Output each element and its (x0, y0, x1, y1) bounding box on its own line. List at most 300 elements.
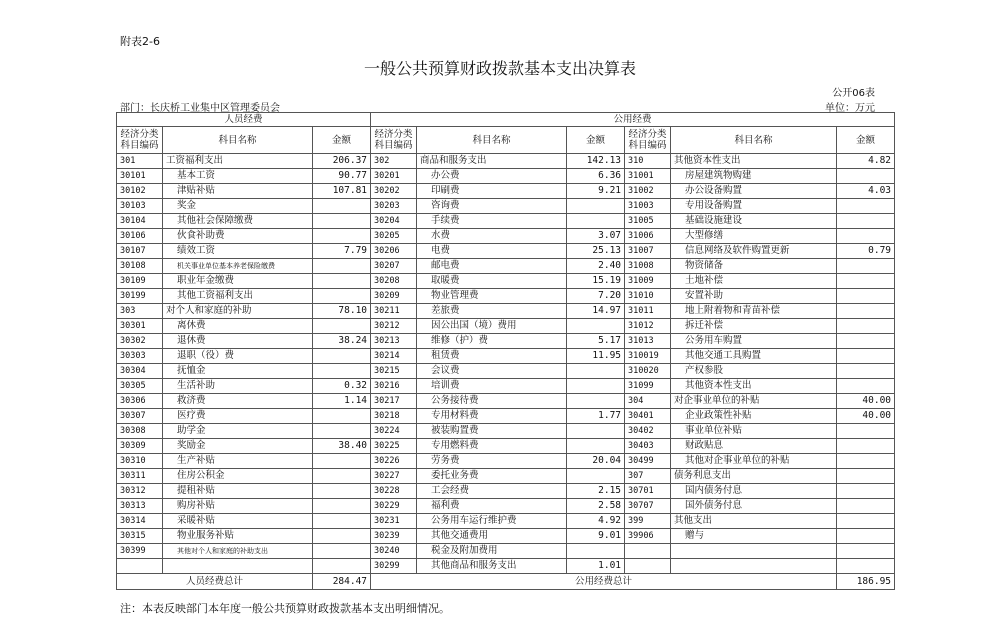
table-row (117, 544, 895, 559)
code-cell: 30227 (371, 469, 417, 484)
amount-cell (837, 514, 895, 529)
code-cell: 302 (371, 154, 417, 169)
amount-cell: 1.14 (313, 394, 371, 409)
code-cell: 30207 (371, 259, 417, 274)
section-personnel: 人员经费 (117, 113, 371, 127)
amount-cell (837, 424, 895, 439)
code-cell: 30239 (371, 529, 417, 544)
amount-cell (837, 469, 895, 484)
name-cell: 大型修缮 (671, 229, 837, 244)
code-cell: 30215 (371, 364, 417, 379)
code-cell: 31009 (625, 274, 671, 289)
code-cell: 30309 (117, 439, 163, 454)
amount-cell (567, 544, 625, 559)
code-cell (625, 559, 671, 574)
amount-cell: 1.77 (567, 409, 625, 424)
name-cell: 水费 (417, 229, 567, 244)
name-cell: 邮电费 (417, 259, 567, 274)
code-cell: 30103 (117, 199, 163, 214)
code-cell: 30205 (371, 229, 417, 244)
name-cell: 委托业务费 (417, 469, 567, 484)
name-cell: 产权参股 (671, 364, 837, 379)
code-cell: 30218 (371, 409, 417, 424)
code-cell: 30106 (117, 229, 163, 244)
name-cell: 提租补贴 (163, 484, 313, 499)
code-cell: 30224 (371, 424, 417, 439)
name-cell: 其他对企事业单位的补贴 (671, 454, 837, 469)
table-row (117, 379, 895, 394)
table-row (117, 244, 895, 259)
name-cell: 专用设备购置 (671, 199, 837, 214)
header-name: 科目名称 (163, 127, 313, 154)
table-row (117, 289, 895, 304)
code-cell: 30199 (117, 289, 163, 304)
code-cell: 30707 (625, 499, 671, 514)
amount-cell (313, 559, 371, 574)
amount-cell (837, 214, 895, 229)
code-cell: 30225 (371, 439, 417, 454)
table-row (117, 214, 895, 229)
name-cell: 其他社会保障缴费 (163, 214, 313, 229)
amount-cell (837, 379, 895, 394)
table-row (117, 259, 895, 274)
code-cell: 399 (625, 514, 671, 529)
code-cell: 30231 (371, 514, 417, 529)
code-cell: 310020 (625, 364, 671, 379)
name-cell: 事业单位补贴 (671, 424, 837, 439)
code-cell: 30402 (625, 424, 671, 439)
name-cell: 专用燃料费 (417, 439, 567, 454)
code-cell: 303 (117, 304, 163, 319)
amount-cell: 14.97 (567, 304, 625, 319)
name-cell: 工会经费 (417, 484, 567, 499)
code-cell: 31003 (625, 199, 671, 214)
code-cell: 30229 (371, 499, 417, 514)
name-cell (163, 559, 313, 574)
amount-cell: 142.13 (567, 154, 625, 169)
name-cell: 债务利息支出 (671, 469, 837, 484)
name-cell: 印刷费 (417, 184, 567, 199)
amount-cell (837, 229, 895, 244)
amount-cell (837, 199, 895, 214)
amount-cell: 38.40 (313, 439, 371, 454)
table-row (117, 394, 895, 409)
amount-cell (567, 469, 625, 484)
name-cell: 劳务费 (417, 454, 567, 469)
amount-cell (837, 559, 895, 574)
amount-cell (837, 169, 895, 184)
code-cell: 31013 (625, 334, 671, 349)
table-row (117, 199, 895, 214)
code-cell: 31011 (625, 304, 671, 319)
footnote: 注：本表反映部门本年度一般公共预算财政拨款基本支出明细情况。 (120, 602, 450, 615)
code-cell: 30228 (371, 484, 417, 499)
amount-cell: 1.01 (567, 559, 625, 574)
appendix-label: 附表2-6 (120, 35, 160, 48)
code-cell: 30211 (371, 304, 417, 319)
amount-cell (837, 544, 895, 559)
name-cell: 生产补贴 (163, 454, 313, 469)
public-total-label: 公用经费总计 (371, 574, 837, 590)
code-cell: 31007 (625, 244, 671, 259)
code-cell: 30108 (117, 259, 163, 274)
name-cell: 其他对个人和家庭的补助支出 (163, 544, 313, 559)
name-cell: 福利费 (417, 499, 567, 514)
amount-cell (313, 274, 371, 289)
name-cell: 抚恤金 (163, 364, 313, 379)
code-cell: 30213 (371, 334, 417, 349)
amount-cell: 2.15 (567, 484, 625, 499)
personnel-total-label: 人员经费总计 (117, 574, 313, 590)
name-cell: 采暖补贴 (163, 514, 313, 529)
amount-cell (313, 214, 371, 229)
name-cell: 国内债务付息 (671, 484, 837, 499)
code-cell: 30303 (117, 349, 163, 364)
amount-cell (567, 214, 625, 229)
name-cell: 咨询费 (417, 199, 567, 214)
amount-cell: 0.79 (837, 244, 895, 259)
code-cell: 31008 (625, 259, 671, 274)
name-cell: 奖励金 (163, 439, 313, 454)
code-cell: 30302 (117, 334, 163, 349)
amount-cell: 9.01 (567, 529, 625, 544)
table-row (117, 439, 895, 454)
amount-cell (313, 259, 371, 274)
department-label: 部门：长庆桥工业集中区管理委员会 (120, 103, 280, 114)
amount-cell: 5.17 (567, 334, 625, 349)
code-cell: 30204 (371, 214, 417, 229)
amount-cell: 4.82 (837, 154, 895, 169)
amount-cell (313, 484, 371, 499)
name-cell: 电费 (417, 244, 567, 259)
code-cell: 30403 (625, 439, 671, 454)
name-cell: 奖金 (163, 199, 313, 214)
name-cell: 生活补助 (163, 379, 313, 394)
table-row (117, 499, 895, 514)
amount-cell: 38.24 (313, 334, 371, 349)
code-cell: 307 (625, 469, 671, 484)
name-cell: 商品和服务支出 (417, 154, 567, 169)
name-cell: 拆迁补偿 (671, 319, 837, 334)
table-row (117, 349, 895, 364)
name-cell: 助学金 (163, 424, 313, 439)
amount-cell (313, 199, 371, 214)
name-cell: 公务用车购置 (671, 334, 837, 349)
code-cell: 30305 (117, 379, 163, 394)
table-row (117, 154, 895, 169)
amount-cell: 7.20 (567, 289, 625, 304)
name-cell: 租赁费 (417, 349, 567, 364)
code-cell: 30202 (371, 184, 417, 199)
code-cell: 39906 (625, 529, 671, 544)
name-cell: 津贴补贴 (163, 184, 313, 199)
amount-cell (837, 529, 895, 544)
amount-cell (837, 259, 895, 274)
amount-cell (313, 409, 371, 424)
name-cell: 手续费 (417, 214, 567, 229)
amount-cell: 78.10 (313, 304, 371, 319)
code-cell: 310 (625, 154, 671, 169)
amount-cell: 15.19 (567, 274, 625, 289)
amount-cell (837, 289, 895, 304)
amount-cell: 90.77 (313, 169, 371, 184)
code-cell: 304 (625, 394, 671, 409)
amount-cell (567, 379, 625, 394)
amount-cell: 20.04 (567, 454, 625, 469)
code-cell: 30312 (117, 484, 163, 499)
amount-cell (837, 499, 895, 514)
amount-cell (837, 319, 895, 334)
name-cell: 房屋建筑物购建 (671, 169, 837, 184)
code-cell: 30216 (371, 379, 417, 394)
code-cell: 30201 (371, 169, 417, 184)
code-cell: 30301 (117, 319, 163, 334)
page-title: 一般公共预算财政拨款基本支出决算表 (363, 59, 636, 78)
amount-cell (313, 454, 371, 469)
code-cell: 30304 (117, 364, 163, 379)
name-cell: 基础设施建设 (671, 214, 837, 229)
amount-cell (313, 319, 371, 334)
table-row (117, 424, 895, 439)
table-row (117, 454, 895, 469)
table-row (117, 304, 895, 319)
code-cell: 30240 (371, 544, 417, 559)
amount-cell: 107.81 (313, 184, 371, 199)
code-cell: 30226 (371, 454, 417, 469)
name-cell: 职业年金缴费 (163, 274, 313, 289)
name-cell: 赠与 (671, 529, 837, 544)
name-cell: 因公出国（境）费用 (417, 319, 567, 334)
name-cell: 救济费 (163, 394, 313, 409)
code-cell: 30299 (371, 559, 417, 574)
amount-cell: 3.07 (567, 229, 625, 244)
name-cell: 地上附着物和青苗补偿 (671, 304, 837, 319)
amount-cell (567, 364, 625, 379)
amount-cell (313, 364, 371, 379)
amount-cell: 206.37 (313, 154, 371, 169)
name-cell: 其他资本性支出 (671, 154, 837, 169)
name-cell: 安置补助 (671, 289, 837, 304)
name-cell: 土地补偿 (671, 274, 837, 289)
amount-cell (837, 364, 895, 379)
amount-cell (313, 544, 371, 559)
name-cell: 对个人和家庭的补助 (163, 304, 313, 319)
name-cell: 机关事业单位基本养老保险缴费 (163, 259, 313, 274)
name-cell: 伙食补助费 (163, 229, 313, 244)
table-row (117, 484, 895, 499)
header-amount: 金额 (313, 127, 371, 154)
header-name: 科目名称 (671, 127, 837, 154)
code-cell: 310019 (625, 349, 671, 364)
amount-cell: 7.79 (313, 244, 371, 259)
name-cell: 退休费 (163, 334, 313, 349)
code-cell (117, 559, 163, 574)
amount-cell: 0.32 (313, 379, 371, 394)
personnel-total-value: 284.47 (313, 574, 371, 590)
amount-cell (313, 229, 371, 244)
header-amount: 金额 (837, 127, 895, 154)
name-cell: 其他交通费用 (417, 529, 567, 544)
code-cell: 31005 (625, 214, 671, 229)
name-cell: 其他资本性支出 (671, 379, 837, 394)
code-cell: 30203 (371, 199, 417, 214)
name-cell: 物业服务补贴 (163, 529, 313, 544)
code-cell: 30102 (117, 184, 163, 199)
name-cell: 离休费 (163, 319, 313, 334)
code-cell: 30209 (371, 289, 417, 304)
amount-cell: 2.58 (567, 499, 625, 514)
expenditure-table (116, 112, 895, 590)
section-public: 公用经费 (371, 113, 895, 127)
code-cell: 30212 (371, 319, 417, 334)
code-cell: 30314 (117, 514, 163, 529)
code-cell: 30308 (117, 424, 163, 439)
amount-cell: 25.13 (567, 244, 625, 259)
amount-cell (567, 439, 625, 454)
name-cell: 物资储备 (671, 259, 837, 274)
name-cell: 办公费 (417, 169, 567, 184)
code-cell: 30208 (371, 274, 417, 289)
code-cell: 30306 (117, 394, 163, 409)
amount-cell: 40.00 (837, 409, 895, 424)
code-cell: 31010 (625, 289, 671, 304)
code-cell: 30311 (117, 469, 163, 484)
header-code: 经济分类科目编码 (117, 127, 163, 154)
table-row (117, 514, 895, 529)
name-cell: 退职（役）费 (163, 349, 313, 364)
name-cell: 税金及附加费用 (417, 544, 567, 559)
name-cell: 国外债务付息 (671, 499, 837, 514)
amount-cell (567, 319, 625, 334)
name-cell: 工资福利支出 (163, 154, 313, 169)
name-cell: 被装购置费 (417, 424, 567, 439)
header-amount: 金额 (567, 127, 625, 154)
code-cell: 31001 (625, 169, 671, 184)
code-cell: 31002 (625, 184, 671, 199)
name-cell: 企业政策性补贴 (671, 409, 837, 424)
amount-cell (567, 394, 625, 409)
table-row (117, 229, 895, 244)
amount-cell (837, 274, 895, 289)
code-cell: 31006 (625, 229, 671, 244)
table-row (117, 274, 895, 289)
name-cell: 其他商品和服务支出 (417, 559, 567, 574)
code-cell: 31012 (625, 319, 671, 334)
amount-cell (313, 349, 371, 364)
amount-cell (313, 499, 371, 514)
amount-cell (313, 289, 371, 304)
name-cell: 对企事业单位的补贴 (671, 394, 837, 409)
code-cell: 301 (117, 154, 163, 169)
amount-cell (313, 424, 371, 439)
table-row (117, 409, 895, 424)
name-cell: 公务用车运行维护费 (417, 514, 567, 529)
amount-cell: 6.36 (567, 169, 625, 184)
amount-cell (837, 334, 895, 349)
amount-cell: 9.21 (567, 184, 625, 199)
name-cell: 维修（护）费 (417, 334, 567, 349)
name-cell: 差旅费 (417, 304, 567, 319)
amount-cell: 11.95 (567, 349, 625, 364)
amount-cell (313, 529, 371, 544)
code-cell: 30313 (117, 499, 163, 514)
name-cell: 办公设备购置 (671, 184, 837, 199)
amount-cell (837, 454, 895, 469)
name-cell: 物业管理费 (417, 289, 567, 304)
name-cell: 其他交通工具购置 (671, 349, 837, 364)
code-cell: 30101 (117, 169, 163, 184)
name-cell: 培训费 (417, 379, 567, 394)
code-cell: 30109 (117, 274, 163, 289)
name-cell: 会议费 (417, 364, 567, 379)
header-code: 经济分类科目编码 (371, 127, 417, 154)
header-name: 科目名称 (417, 127, 567, 154)
name-cell: 财政贴息 (671, 439, 837, 454)
amount-cell (837, 349, 895, 364)
name-cell: 公务接待费 (417, 394, 567, 409)
name-cell: 专用材料费 (417, 409, 567, 424)
code-cell: 30104 (117, 214, 163, 229)
amount-cell (837, 304, 895, 319)
amount-cell (313, 469, 371, 484)
table-row (117, 529, 895, 544)
code-cell: 30214 (371, 349, 417, 364)
name-cell (671, 559, 837, 574)
table-code: 公开06表 (832, 88, 875, 99)
code-cell: 30315 (117, 529, 163, 544)
amount-cell (567, 199, 625, 214)
name-cell: 其他工资福利支出 (163, 289, 313, 304)
name-cell: 购房补贴 (163, 499, 313, 514)
amount-cell (837, 484, 895, 499)
table-row (117, 184, 895, 199)
name-cell: 医疗费 (163, 409, 313, 424)
name-cell: 基本工资 (163, 169, 313, 184)
table-row (117, 559, 895, 574)
code-cell: 31099 (625, 379, 671, 394)
table-row (117, 169, 895, 184)
code-cell: 30206 (371, 244, 417, 259)
table-row (117, 319, 895, 334)
table-row (117, 364, 895, 379)
name-cell (671, 544, 837, 559)
amount-cell (313, 514, 371, 529)
amount-cell: 4.92 (567, 514, 625, 529)
code-cell: 30107 (117, 244, 163, 259)
amount-cell: 2.40 (567, 259, 625, 274)
name-cell: 信息网络及软件购置更新 (671, 244, 837, 259)
name-cell: 绩效工资 (163, 244, 313, 259)
header-code: 经济分类科目编码 (625, 127, 671, 154)
code-cell: 30310 (117, 454, 163, 469)
code-cell: 30307 (117, 409, 163, 424)
code-cell: 30217 (371, 394, 417, 409)
code-cell: 30701 (625, 484, 671, 499)
name-cell: 其他支出 (671, 514, 837, 529)
name-cell: 取暖费 (417, 274, 567, 289)
table-row (117, 469, 895, 484)
unit-label: 单位：万元 (825, 103, 875, 114)
table-row (117, 334, 895, 349)
code-cell: 30401 (625, 409, 671, 424)
public-total-value: 186.95 (837, 574, 895, 590)
amount-cell (837, 439, 895, 454)
code-cell (625, 544, 671, 559)
name-cell: 住房公积金 (163, 469, 313, 484)
amount-cell: 4.03 (837, 184, 895, 199)
code-cell: 30399 (117, 544, 163, 559)
amount-cell (567, 424, 625, 439)
